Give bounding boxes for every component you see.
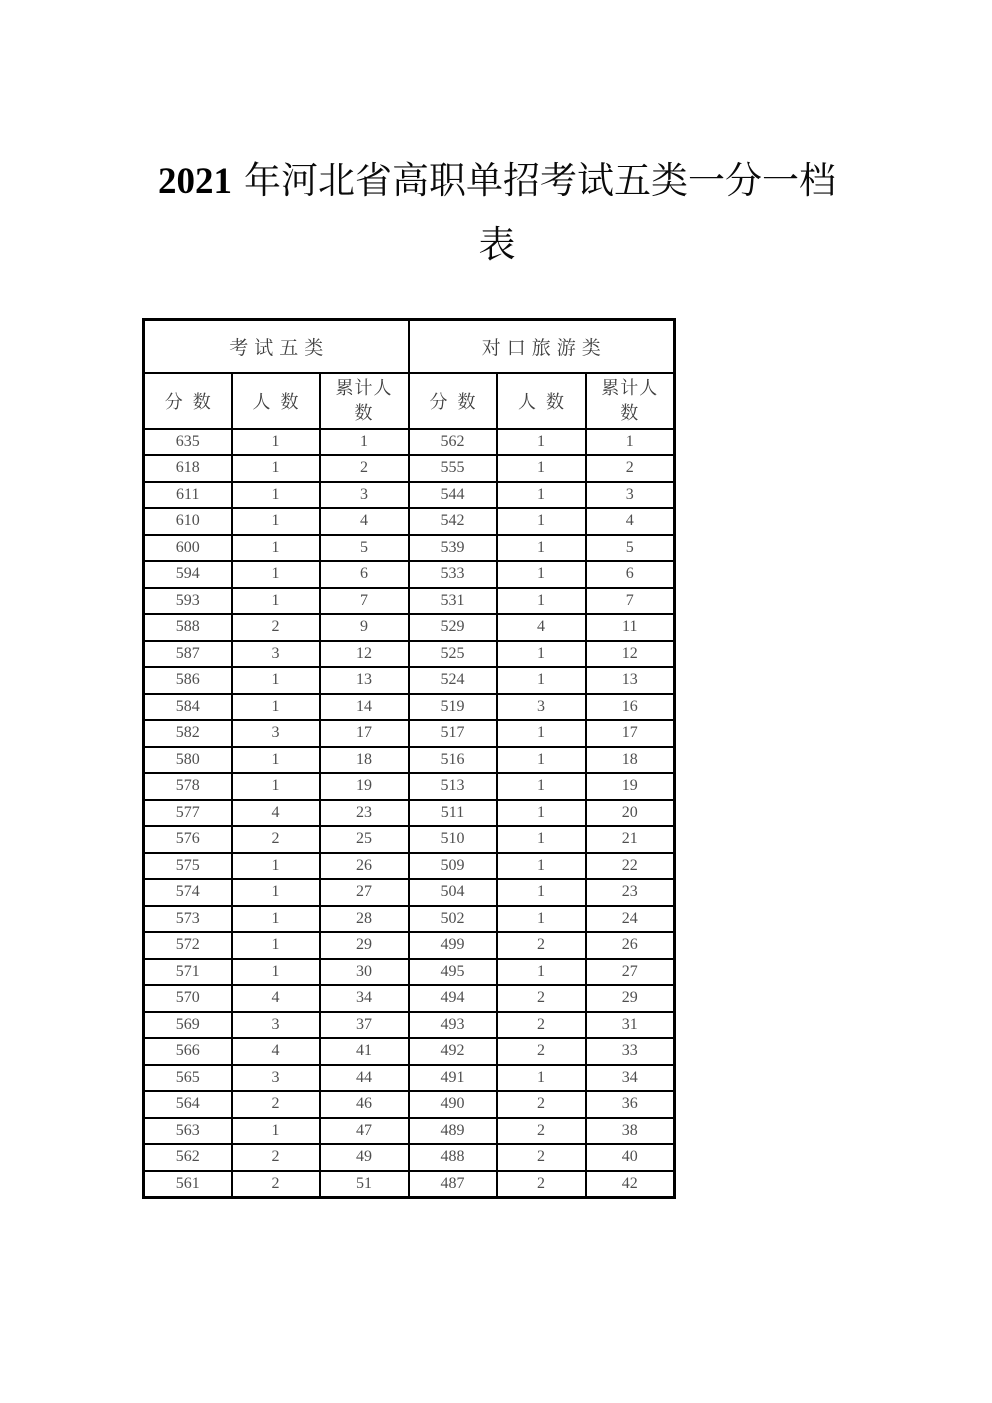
cumulative-cell: 29 <box>320 932 409 959</box>
table-row <box>144 826 675 853</box>
col-header-cumulative-right: 累计人数 <box>586 373 675 429</box>
count-cell: 1 <box>232 482 320 509</box>
score-cell: 533 <box>409 561 497 588</box>
cumulative-cell: 17 <box>320 720 409 747</box>
count-cell: 3 <box>232 720 320 747</box>
count-cell: 1 <box>497 508 586 535</box>
cumulative-cell: 37 <box>320 1012 409 1039</box>
count-cell: 2 <box>497 1038 586 1065</box>
count-cell: 1 <box>497 1065 586 1092</box>
count-cell: 1 <box>497 720 586 747</box>
count-cell: 1 <box>232 747 320 774</box>
cumulative-cell: 16 <box>586 694 675 721</box>
score-cell: 529 <box>409 614 497 641</box>
count-cell: 2 <box>497 1091 586 1118</box>
count-cell: 4 <box>232 800 320 827</box>
score-cell: 578 <box>144 773 232 800</box>
cumulative-cell: 2 <box>320 455 409 482</box>
cumulative-cell: 23 <box>320 800 409 827</box>
score-cell: 586 <box>144 667 232 694</box>
cumulative-cell: 28 <box>320 906 409 933</box>
score-cell: 584 <box>144 694 232 721</box>
score-cell: 544 <box>409 482 497 509</box>
cumulative-cell: 4 <box>320 508 409 535</box>
score-cell: 577 <box>144 800 232 827</box>
cumulative-cell: 31 <box>586 1012 675 1039</box>
score-cell: 562 <box>144 1144 232 1171</box>
score-cell: 487 <box>409 1171 497 1198</box>
table-row <box>144 1171 675 1198</box>
cumulative-cell: 13 <box>320 667 409 694</box>
cumulative-cell: 23 <box>586 879 675 906</box>
count-cell: 1 <box>497 429 586 456</box>
title-year: 2021 <box>158 161 232 202</box>
score-cell: 569 <box>144 1012 232 1039</box>
table-row <box>144 1118 675 1145</box>
score-cell: 635 <box>144 429 232 456</box>
count-cell: 2 <box>497 985 586 1012</box>
count-cell: 3 <box>232 641 320 668</box>
count-cell: 1 <box>232 694 320 721</box>
score-cell: 509 <box>409 853 497 880</box>
cumulative-cell: 17 <box>586 720 675 747</box>
table-row <box>144 906 675 933</box>
count-cell: 1 <box>232 879 320 906</box>
count-cell: 4 <box>232 1038 320 1065</box>
count-cell: 3 <box>232 1065 320 1092</box>
cumulative-cell: 21 <box>586 826 675 853</box>
table-row <box>144 561 675 588</box>
score-cell: 494 <box>409 985 497 1012</box>
cumulative-cell: 47 <box>320 1118 409 1145</box>
count-cell: 1 <box>497 800 586 827</box>
cumulative-cell: 34 <box>320 985 409 1012</box>
cumulative-cell: 29 <box>586 985 675 1012</box>
col-header-score-right: 分数 <box>409 373 497 429</box>
table-row <box>144 720 675 747</box>
score-cell: 525 <box>409 641 497 668</box>
cumulative-cell: 12 <box>320 641 409 668</box>
cumulative-cell: 49 <box>320 1144 409 1171</box>
table-row <box>144 853 675 880</box>
table-row <box>144 959 675 986</box>
cumulative-cell: 2 <box>586 455 675 482</box>
count-cell: 1 <box>232 932 320 959</box>
score-cell: 489 <box>409 1118 497 1145</box>
table-row <box>144 482 675 509</box>
score-cell: 600 <box>144 535 232 562</box>
count-cell: 1 <box>232 535 320 562</box>
group-header-exam-five: 考试五类 <box>144 320 409 373</box>
cumulative-cell: 26 <box>320 853 409 880</box>
cumulative-cell: 6 <box>320 561 409 588</box>
cumulative-cell: 6 <box>586 561 675 588</box>
count-cell: 2 <box>497 1012 586 1039</box>
score-distribution-table <box>142 318 676 1199</box>
count-cell: 1 <box>232 588 320 615</box>
score-cell: 539 <box>409 535 497 562</box>
table-row <box>144 773 675 800</box>
count-cell: 1 <box>497 641 586 668</box>
cumulative-cell: 41 <box>320 1038 409 1065</box>
cumulative-cell: 38 <box>586 1118 675 1145</box>
score-cell: 610 <box>144 508 232 535</box>
count-cell: 3 <box>232 1012 320 1039</box>
table-row <box>144 879 675 906</box>
score-cell: 542 <box>409 508 497 535</box>
score-cell: 519 <box>409 694 497 721</box>
score-cell: 587 <box>144 641 232 668</box>
count-cell: 1 <box>497 959 586 986</box>
score-cell: 576 <box>144 826 232 853</box>
count-cell: 2 <box>232 1144 320 1171</box>
cumulative-cell: 9 <box>320 614 409 641</box>
score-cell: 511 <box>409 800 497 827</box>
cumulative-cell: 24 <box>586 906 675 933</box>
count-cell: 4 <box>232 985 320 1012</box>
score-cell: 490 <box>409 1091 497 1118</box>
cumulative-cell: 7 <box>320 588 409 615</box>
cumulative-cell: 44 <box>320 1065 409 1092</box>
cumulative-cell: 51 <box>320 1171 409 1198</box>
count-cell: 1 <box>232 429 320 456</box>
col-header-score-left: 分数 <box>144 373 232 429</box>
count-cell: 1 <box>497 561 586 588</box>
count-cell: 2 <box>232 1091 320 1118</box>
score-cell: 575 <box>144 853 232 880</box>
cumulative-cell: 40 <box>586 1144 675 1171</box>
count-cell: 1 <box>497 826 586 853</box>
count-cell: 1 <box>497 773 586 800</box>
count-cell: 1 <box>497 482 586 509</box>
table-row <box>144 1012 675 1039</box>
count-cell: 1 <box>232 959 320 986</box>
count-cell: 1 <box>232 906 320 933</box>
col-header-count-right: 人数 <box>497 373 586 429</box>
cumulative-cell: 20 <box>586 800 675 827</box>
score-cell: 524 <box>409 667 497 694</box>
document-title <box>142 0 852 278</box>
cumulative-cell: 18 <box>320 747 409 774</box>
cumulative-cell: 36 <box>586 1091 675 1118</box>
score-cell: 572 <box>144 932 232 959</box>
score-cell: 611 <box>144 482 232 509</box>
cumulative-cell: 7 <box>586 588 675 615</box>
table-row <box>144 614 675 641</box>
count-cell: 1 <box>232 508 320 535</box>
count-cell: 1 <box>497 667 586 694</box>
count-cell: 2 <box>497 1171 586 1198</box>
cumulative-cell: 1 <box>320 429 409 456</box>
cumulative-cell: 27 <box>320 879 409 906</box>
count-cell: 1 <box>497 455 586 482</box>
cumulative-cell: 5 <box>320 535 409 562</box>
score-cell: 491 <box>409 1065 497 1092</box>
score-cell: 516 <box>409 747 497 774</box>
group-header-tourism: 对口旅游类 <box>409 320 675 373</box>
score-cell: 573 <box>144 906 232 933</box>
count-cell: 4 <box>497 614 586 641</box>
cumulative-cell: 14 <box>320 694 409 721</box>
score-cell: 563 <box>144 1118 232 1145</box>
count-cell: 1 <box>497 879 586 906</box>
cumulative-cell: 3 <box>586 482 675 509</box>
count-cell: 1 <box>497 535 586 562</box>
table-row <box>144 667 675 694</box>
score-cell: 495 <box>409 959 497 986</box>
cumulative-cell: 18 <box>586 747 675 774</box>
count-cell: 2 <box>232 614 320 641</box>
score-cell: 488 <box>409 1144 497 1171</box>
table-row <box>144 429 675 456</box>
score-cell: 492 <box>409 1038 497 1065</box>
count-cell: 2 <box>232 826 320 853</box>
table-row <box>144 641 675 668</box>
title-text: 年河北省高职单招考试五类一分一档 <box>244 161 836 202</box>
score-cell: 513 <box>409 773 497 800</box>
count-cell: 1 <box>497 853 586 880</box>
cumulative-cell: 42 <box>586 1171 675 1198</box>
table-row <box>144 1091 675 1118</box>
count-cell: 2 <box>497 932 586 959</box>
cumulative-cell: 11 <box>586 614 675 641</box>
cumulative-cell: 13 <box>586 667 675 694</box>
count-cell: 3 <box>497 694 586 721</box>
count-cell: 2 <box>232 1171 320 1198</box>
score-cell: 565 <box>144 1065 232 1092</box>
count-cell: 1 <box>232 1118 320 1145</box>
score-cell: 588 <box>144 614 232 641</box>
count-cell: 1 <box>232 455 320 482</box>
cumulative-cell: 46 <box>320 1091 409 1118</box>
table-row <box>144 1065 675 1092</box>
table-row <box>144 932 675 959</box>
count-cell: 1 <box>497 906 586 933</box>
score-cell: 564 <box>144 1091 232 1118</box>
score-cell: 561 <box>144 1171 232 1198</box>
table-row <box>144 588 675 615</box>
cumulative-cell: 3 <box>320 482 409 509</box>
table-row <box>144 747 675 774</box>
score-cell: 580 <box>144 747 232 774</box>
score-cell: 582 <box>144 720 232 747</box>
table-row <box>144 985 675 1012</box>
score-cell: 499 <box>409 932 497 959</box>
table-row <box>144 694 675 721</box>
score-cell: 493 <box>409 1012 497 1039</box>
cumulative-cell: 5 <box>586 535 675 562</box>
count-cell: 1 <box>497 747 586 774</box>
score-cell: 594 <box>144 561 232 588</box>
cumulative-cell: 1 <box>586 429 675 456</box>
table-row <box>144 1038 675 1065</box>
cumulative-cell: 12 <box>586 641 675 668</box>
count-cell: 1 <box>232 853 320 880</box>
table-row <box>144 800 675 827</box>
count-cell: 2 <box>497 1144 586 1171</box>
score-cell: 510 <box>409 826 497 853</box>
title-line-2: 表 <box>478 225 516 266</box>
score-cell: 574 <box>144 879 232 906</box>
cumulative-cell: 34 <box>586 1065 675 1092</box>
cumulative-cell: 25 <box>320 826 409 853</box>
score-cell: 570 <box>144 985 232 1012</box>
count-cell: 1 <box>232 667 320 694</box>
score-cell: 566 <box>144 1038 232 1065</box>
score-cell: 618 <box>144 455 232 482</box>
cumulative-cell: 22 <box>586 853 675 880</box>
count-cell: 1 <box>232 773 320 800</box>
score-cell: 571 <box>144 959 232 986</box>
count-cell: 1 <box>232 561 320 588</box>
score-cell: 502 <box>409 906 497 933</box>
cumulative-cell: 4 <box>586 508 675 535</box>
count-cell: 2 <box>497 1118 586 1145</box>
table-row <box>144 455 675 482</box>
score-cell: 562 <box>409 429 497 456</box>
cumulative-cell: 26 <box>586 932 675 959</box>
score-cell: 593 <box>144 588 232 615</box>
col-header-count-left: 人数 <box>232 373 320 429</box>
count-cell: 1 <box>497 588 586 615</box>
cumulative-cell: 27 <box>586 959 675 986</box>
title-line-1 <box>142 150 852 214</box>
group-header-row <box>144 320 675 373</box>
column-header-row <box>144 373 675 429</box>
score-cell: 531 <box>409 588 497 615</box>
table-row <box>144 1144 675 1171</box>
score-cell: 555 <box>409 455 497 482</box>
score-cell: 504 <box>409 879 497 906</box>
col-header-cumulative-left: 累计人数 <box>320 373 409 429</box>
cumulative-cell: 19 <box>586 773 675 800</box>
cumulative-cell: 19 <box>320 773 409 800</box>
score-cell: 517 <box>409 720 497 747</box>
cumulative-cell: 33 <box>586 1038 675 1065</box>
cumulative-cell: 30 <box>320 959 409 986</box>
table-row <box>144 535 675 562</box>
table-row <box>144 508 675 535</box>
